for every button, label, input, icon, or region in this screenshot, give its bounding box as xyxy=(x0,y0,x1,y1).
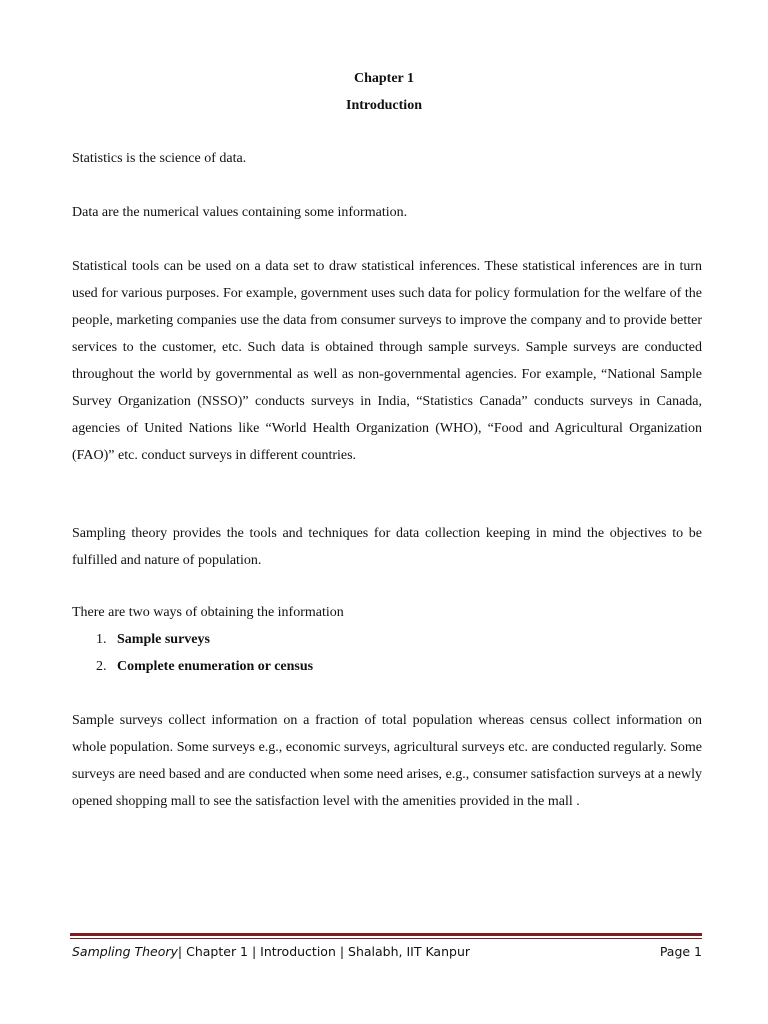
list-number: 2. xyxy=(96,659,107,674)
footer-page-number: Page 1 xyxy=(659,944,702,959)
paragraph-statistical-tools: Statistical tools can be used on a data set to draw statistical inferences. These statistical inferences are in turn used for various purposes. For example, government uses such data for policy formulation for the welfare of the people, marketing companies use the data from consumer surveys to improve the company and to provide better services to the customer, etc. Such data is obtained through sample surveys. Sample surveys are conducted throughout the world by governmental as well as non-governmental agencies. For example, “National Sample Survey Organization (NSSO)” conducts surveys in India, “Statistics Canada” conducts surveys in Canada, agencies of United Nations like “World Health Organization (WHO), “Food and Agricultural Organization (FAO)” etc. conduct surveys in different countries. xyxy=(72,259,702,463)
list-item xyxy=(96,630,210,650)
chapter-title: Introduction xyxy=(346,98,422,113)
paragraph-definition: Statistics is the science of data. xyxy=(72,151,247,166)
paragraph-two-ways: There are two ways of obtaining the information xyxy=(72,605,344,620)
footer-rule xyxy=(70,933,702,936)
paragraph-data: Data are the numerical values containing some information. xyxy=(72,205,408,220)
footer-chapter-info: | Chapter 1 | Introduction | Shalabh, IIT Kanpur xyxy=(177,944,471,959)
paragraph-sampling-theory: Sampling theory provides the tools and techniques for data collection keeping in mind the objectives to be fulfilled and nature of population. xyxy=(72,526,702,568)
page-footer xyxy=(72,942,702,962)
list-text: Complete enumeration or census xyxy=(117,659,314,674)
list-text: Sample surveys xyxy=(117,632,210,647)
list-number: 1. xyxy=(96,632,107,647)
footer-rule-thin xyxy=(70,938,702,939)
list-item xyxy=(96,657,313,677)
footer-book-title: Sampling Theory xyxy=(72,944,178,959)
chapter-number: Chapter 1 xyxy=(353,71,415,86)
footer-left xyxy=(72,942,470,962)
paragraph-sample-vs-census: Sample surveys collect information on a fraction of total population whereas census collect information on whole population. Some surveys e.g., economic surveys, agricultural surveys etc. are conducted regularly. Some surveys are need based and are conducted when some need arises, e.g., consumer satisfaction surveys at a newly opened shopping mall to see the satisfaction level with the amenities provided in the mall . xyxy=(72,713,702,809)
